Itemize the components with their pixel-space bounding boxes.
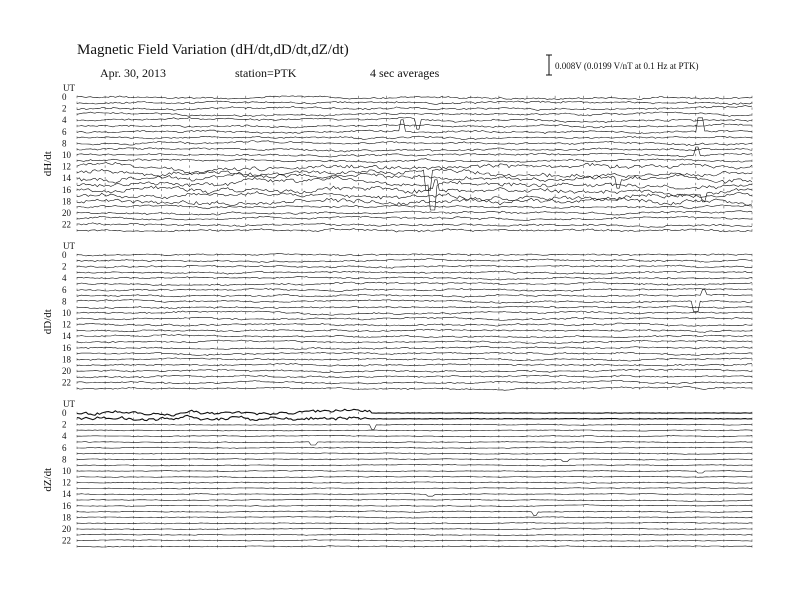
hour-tick-label: 0 xyxy=(62,250,67,260)
chart-station: station=PTK xyxy=(235,66,297,80)
panel-label: dD/dt xyxy=(42,309,54,335)
hour-tick-label: 22 xyxy=(62,535,71,546)
hour-tick-label: 6 xyxy=(62,126,67,137)
hour-tick-label: 8 xyxy=(62,138,67,149)
hour-ticks xyxy=(77,412,752,548)
hour-tick-label: 16 xyxy=(62,184,71,195)
ut-label: UT xyxy=(63,83,75,93)
hour-tick-label: 8 xyxy=(62,454,67,465)
hour-tick-label: 8 xyxy=(62,296,67,307)
hour-tick-label: 0 xyxy=(62,408,67,418)
hour-tick-label: 20 xyxy=(62,208,71,218)
trace-line xyxy=(77,101,752,105)
hour-tick-label: 20 xyxy=(62,366,71,376)
hour-tick-label: 12 xyxy=(62,319,71,330)
chart-date: Apr. 30, 2013 xyxy=(100,66,166,80)
panel-dd-dt xyxy=(42,241,752,390)
trace-line xyxy=(77,442,752,446)
hour-tick-label: 2 xyxy=(62,103,67,114)
panel-label: dH/dt xyxy=(42,151,54,177)
hour-tick-label: 22 xyxy=(62,219,71,230)
trace-line xyxy=(77,173,752,188)
hour-tick-label: 14 xyxy=(62,173,71,184)
hour-tick-label: 18 xyxy=(62,354,71,365)
hour-tick-label: 12 xyxy=(62,477,71,488)
chart-title: Magnetic Field Variation (dH/dt,dD/dt,dZ/dt) xyxy=(77,42,349,58)
hour-tick-label: 4 xyxy=(62,273,67,284)
hour-tick-label: 2 xyxy=(62,261,67,272)
ut-label: UT xyxy=(63,241,75,251)
hour-tick-label: 6 xyxy=(62,284,67,295)
trace-line xyxy=(77,409,752,416)
chart-averaging: 4 sec averages xyxy=(370,66,440,80)
hour-tick-label: 4 xyxy=(62,431,67,442)
panel-label: dZ/dt xyxy=(42,467,54,492)
scale-bar-label: 0.008V (0.0199 V/nT at 0.1 Hz at PTK) xyxy=(555,61,699,71)
scale-bar xyxy=(546,55,699,75)
hour-tick-label: 2 xyxy=(62,419,67,430)
hour-tick-label: 6 xyxy=(62,442,67,453)
trace-line xyxy=(77,177,752,210)
hour-tick-label: 20 xyxy=(62,524,71,534)
hour-tick-label: 16 xyxy=(62,342,71,353)
panel-dh-dt xyxy=(42,83,752,232)
hour-tick-label: 10 xyxy=(62,466,71,476)
ut-label: UT xyxy=(63,399,75,409)
hour-tick-label: 18 xyxy=(62,196,71,207)
hour-tick-label: 0 xyxy=(62,92,67,102)
hour-tick-label: 16 xyxy=(62,500,71,511)
hour-tick-label: 18 xyxy=(62,512,71,523)
panel-dz-dt xyxy=(42,399,752,548)
hour-tick-label: 10 xyxy=(62,150,71,160)
hour-tick-label: 4 xyxy=(62,115,67,126)
hour-tick-label: 14 xyxy=(62,331,71,342)
hour-tick-label: 14 xyxy=(62,489,71,500)
trace-line xyxy=(77,117,752,129)
hour-tick-label: 12 xyxy=(62,161,71,172)
hour-tick-label: 10 xyxy=(62,308,71,318)
trace-line xyxy=(77,141,752,146)
hour-tick-label: 22 xyxy=(62,377,71,388)
